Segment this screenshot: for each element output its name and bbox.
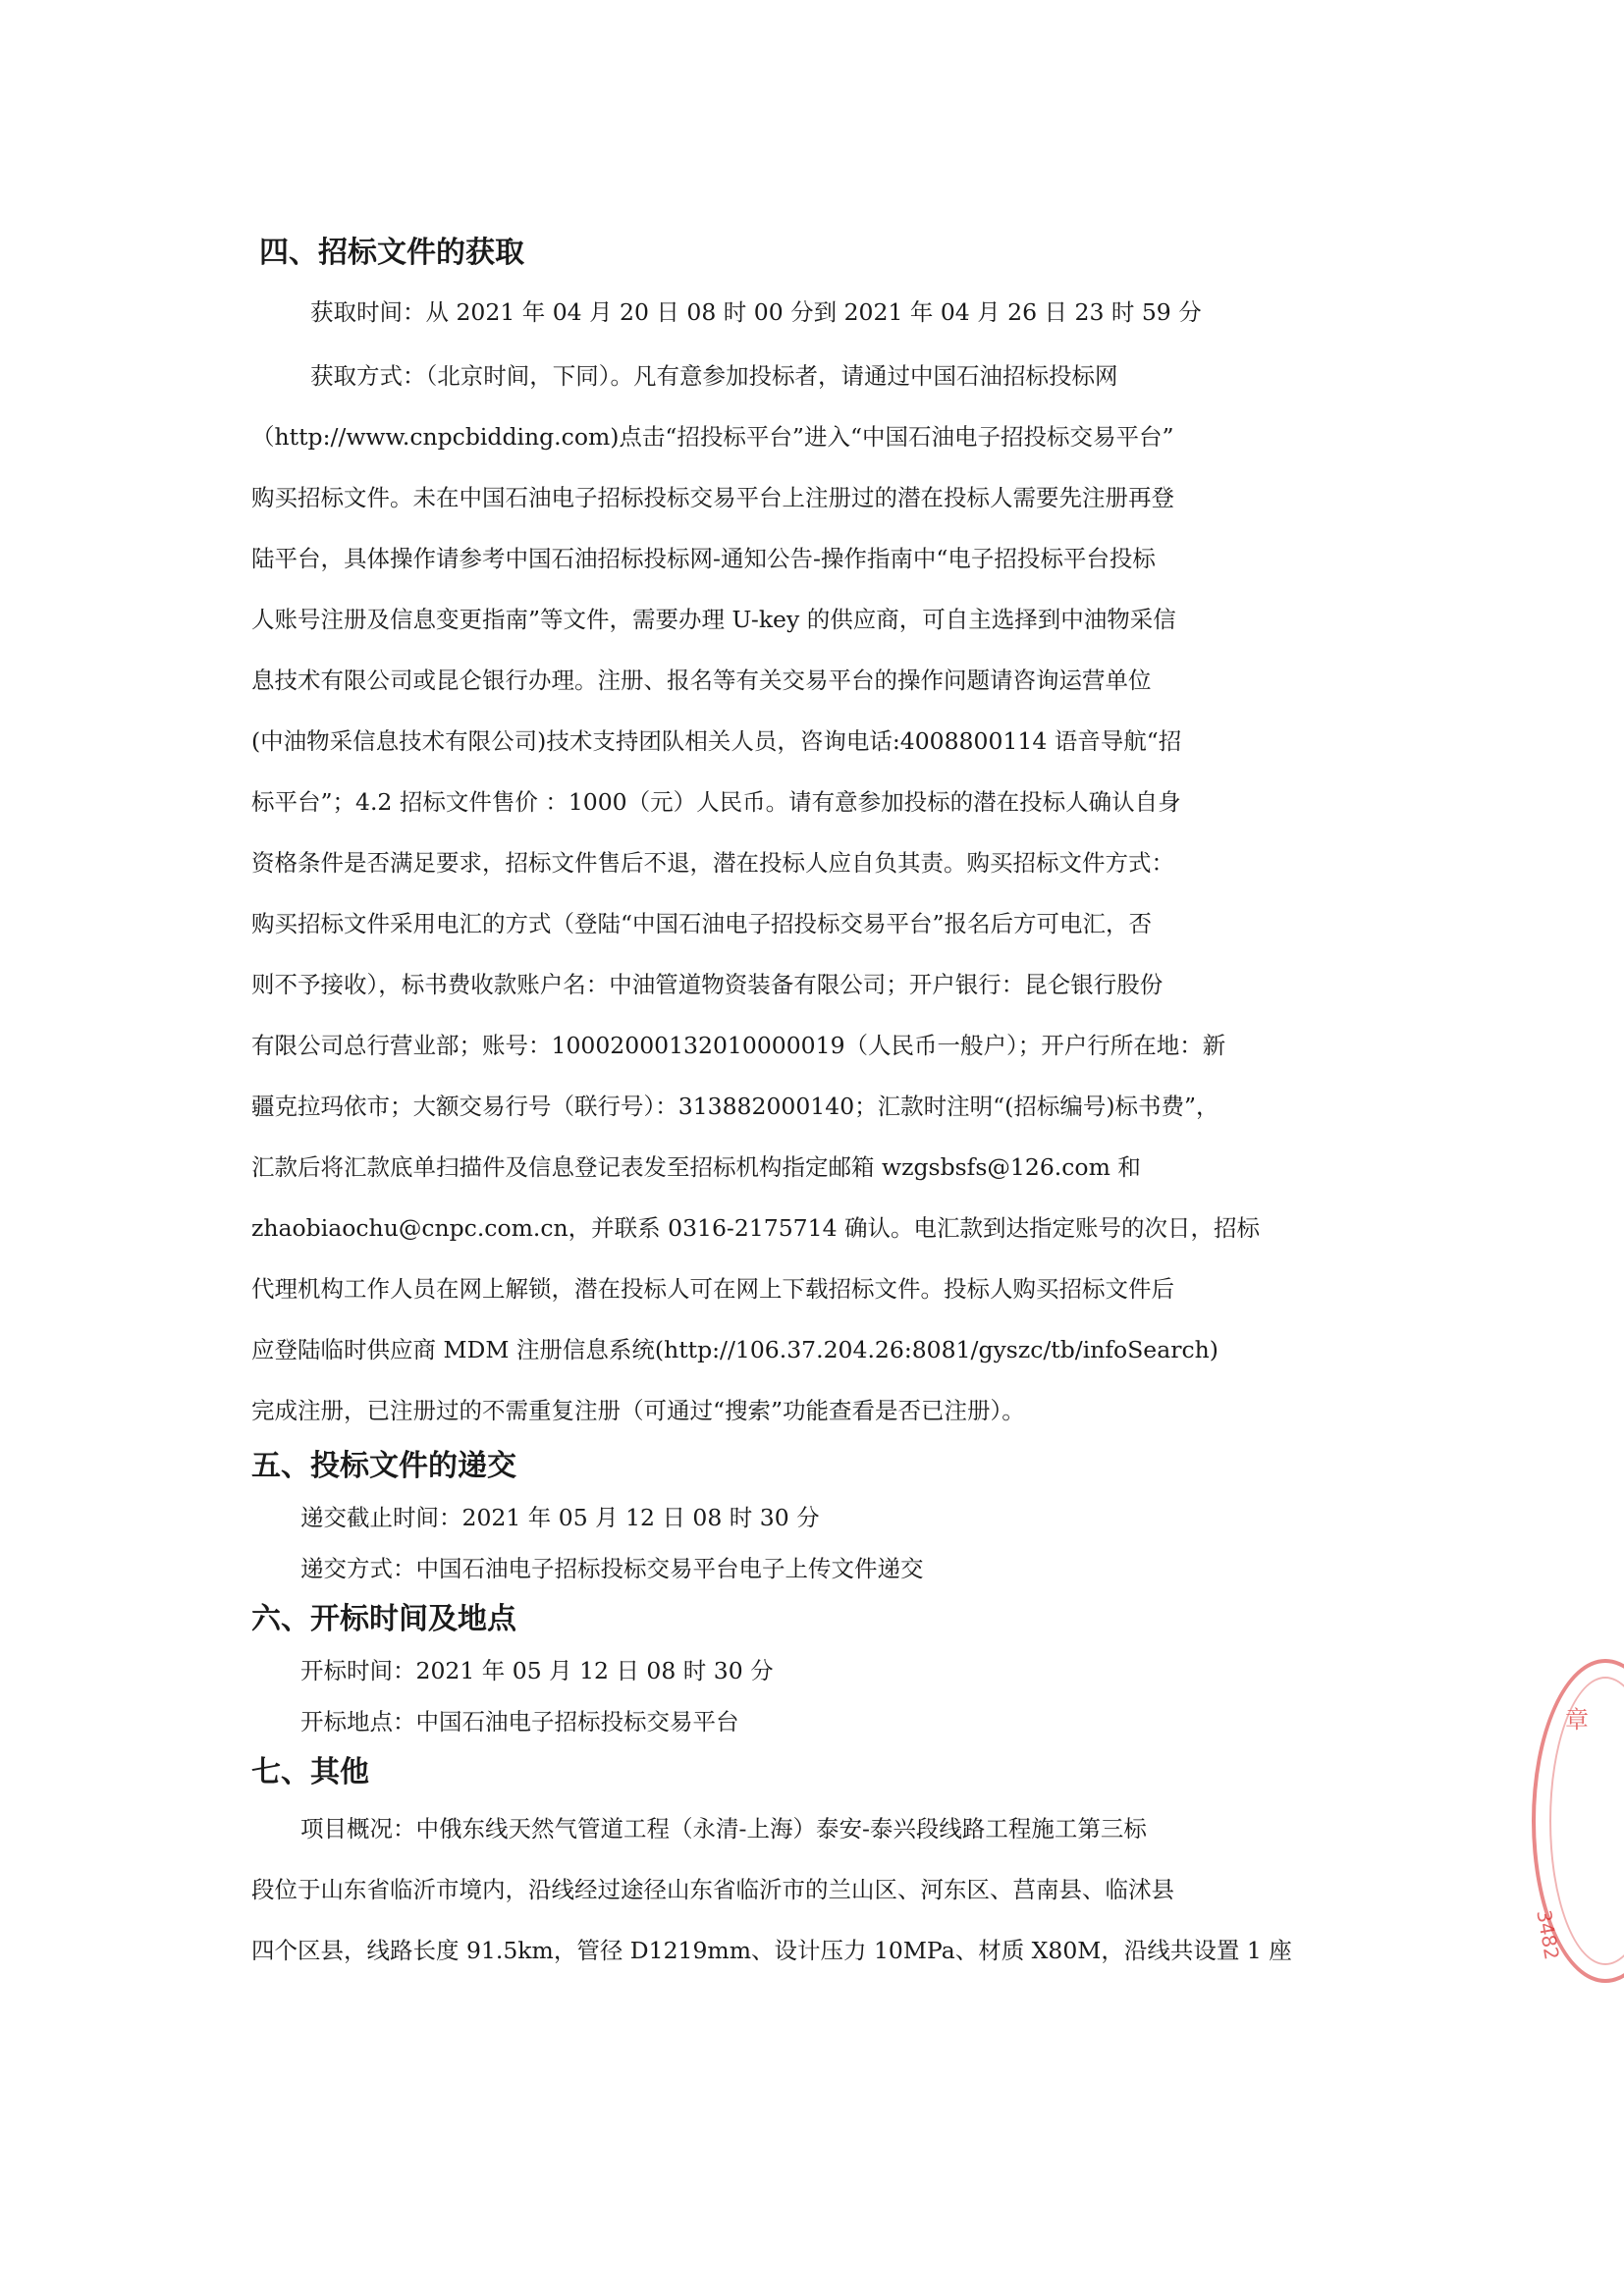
section-heading-4: 四、招标文件的获取	[259, 236, 524, 270]
project-overview-line: 项目概况：中俄东线天然气管道工程（永清-上海）泰安-泰兴段线路工程施工第三标	[300, 1815, 1147, 1842]
acquire-method-line: 应登陆临时供应商 MDM 注册信息系统(http://106.37.204.26:8081/gyszc/tb/infoSearch)	[251, 1336, 1218, 1363]
section-heading-5: 五、投标文件的递交	[251, 1449, 516, 1483]
acquire-method-line: 完成注册，已注册过的不需重复注册（可通过“搜索”功能查看是否已注册）。	[251, 1397, 1025, 1424]
acquire-method-line: zhaobiaochu@cnpc.com.cn，并联系 0316-2175714 确认。电汇款到达指定账号的次日，招标	[251, 1214, 1260, 1242]
acquire-time: 获取时间：从 2021 年 04 月 20 日 08 时 00 分到 2021 年 04 月 26 日 23 时 59 分	[310, 298, 1202, 326]
document-body	[251, 228, 1331, 1981]
project-overview-line: 段位于山东省临沂市境内，沿线经过途径山东省临沂市的兰山区、河东区、莒南县、临沭县	[251, 1876, 1174, 1903]
section-heading-6: 六、开标时间及地点	[251, 1602, 516, 1636]
acquire-method-line: 代理机构工作人员在网上解锁，潜在投标人可在网上下载招标文件。投标人购买招标文件后	[251, 1275, 1174, 1303]
acquire-method-line: 息技术有限公司或昆仑银行办理。注册、报名等有关交易平台的操作问题请咨询运营单位	[251, 667, 1152, 694]
acquire-method-line: 则不予接收），标书费收款账户名：中油管道物资装备有限公司；开户银行：昆仑银行股份	[251, 971, 1164, 998]
acquire-method-line: 购买招标文件。未在中国石油电子招标投标交易平台上注册过的潜在投标人需要先注册再登	[251, 484, 1174, 511]
acquire-method-line: 陆平台，具体操作请参考中国石油招标投标网-通知公告-操作指南中“电子招投标平台投标	[251, 545, 1156, 572]
acquire-method-line: 资格条件是否满足要求，招标文件售后不退，潜在投标人应自负其责。购买招标文件方式：	[251, 849, 1174, 877]
red-seal-stamp	[1532, 1659, 1624, 1983]
seal-number: 3482	[1532, 1908, 1564, 1962]
acquire-method-line: 标平台”；4.2 招标文件售价 ：1000（元）人民币。请有意参加投标的潜在投标人确认自身	[251, 788, 1181, 816]
project-overview-line: 四个区县，线路长度 91.5km，管径 D1219mm、设计压力 10MPa、材质 X80M，沿线共设置 1 座	[251, 1937, 1292, 1964]
acquire-method-line: 购买招标文件采用电汇的方式（登陆“中国石油电子招投标交易平台”报名后方可电汇，否	[251, 910, 1153, 937]
seal-text: 章	[1565, 1706, 1589, 1734]
section-heading-7: 七、其他	[251, 1755, 369, 1789]
acquire-method-line: 人账号注册及信息变更指南”等文件，需要办理 U-key 的供应商，可自主选择到中油物采信	[251, 606, 1176, 633]
submit-method: 递交方式：中国石油电子招标投标交易平台电子上传文件递交	[300, 1555, 924, 1582]
acquire-method-line: 有限公司总行营业部；账号：10002000132010000019（人民币一般户）；开户行所在地：新	[251, 1032, 1226, 1059]
opening-place: 开标地点：中国石油电子招标投标交易平台	[300, 1708, 739, 1735]
opening-time: 开标时间：2021 年 05 月 12 日 08 时 30 分	[300, 1657, 774, 1684]
acquire-method-line: 汇款后将汇款底单扫描件及信息登记表发至招标机构指定邮箱 wzgsbsfs@126.com 和	[251, 1153, 1141, 1181]
acquire-method-line: 获取方式：（北京时间，下同）。凡有意参加投标者，请通过中国石油招标投标网	[310, 362, 1118, 390]
acquire-method-line: （http://www.cnpcbidding.com)点击“招投标平台”进入“中国石油电子招投标交易平台”	[251, 423, 1174, 451]
submit-deadline: 递交截止时间：2021 年 05 月 12 日 08 时 30 分	[300, 1504, 820, 1531]
acquire-method-line: (中油物采信息技术有限公司)技术支持团队相关人员，咨询电话:4008800114 语音导航“招	[251, 727, 1182, 755]
acquire-method-line: 疆克拉玛依市；大额交易行号（联行号）：313882000140；汇款时注明“(招标编号)标书费”，	[251, 1093, 1219, 1120]
